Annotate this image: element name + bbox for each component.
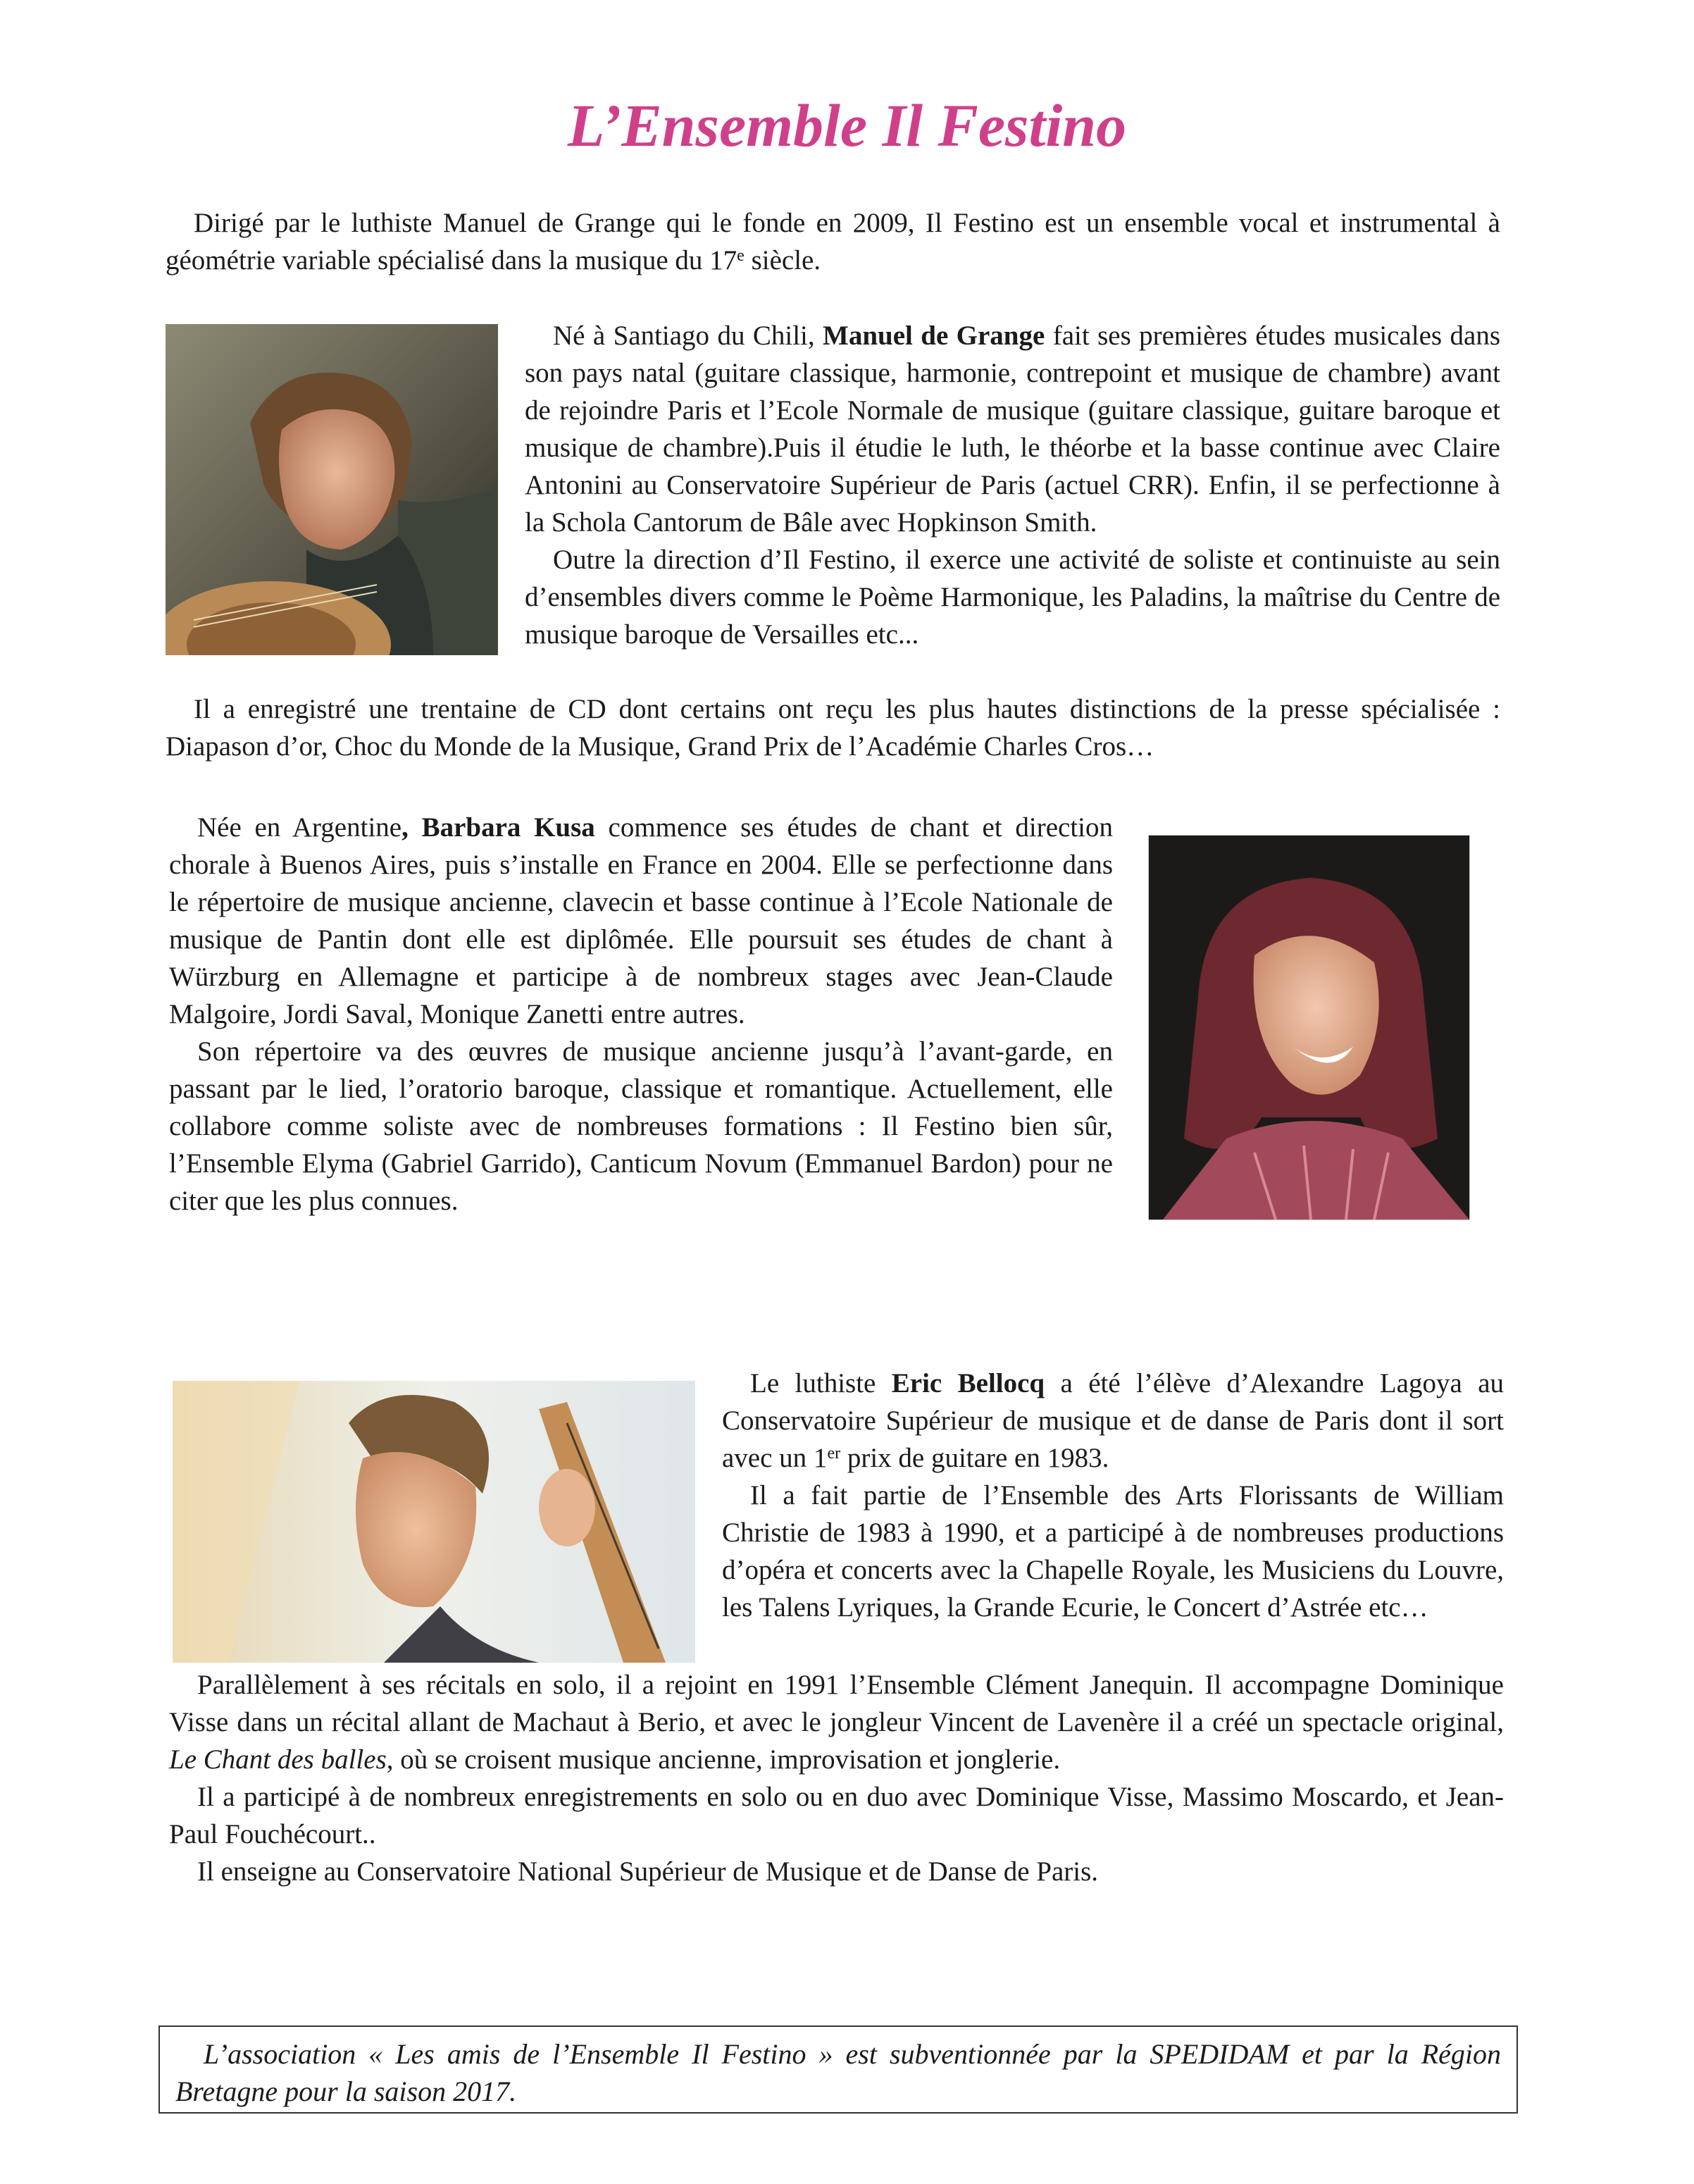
- eric-p3-pre: Parallèlement à ses récitals en solo, il a rejoint en 1991 l’Ensemble Clément Janequin. Il accompagne Dominique Visse dans un récital allant de Machaut à Berio, et avec le jongleur Vincent de Lavenère il a créé un spectacle original,: [169, 1670, 1504, 1737]
- eric-p2: Il a fait partie de l’Ensemble des Arts Florissants de William Christie de 1983 à 1990, et a participé à de nombreuses productions d’opéra et concerts avec la Chapelle Royale, les Musiciens du Louvre, les Talens Lyriques, la Grande Ecurie, le Concert d’Astrée etc…: [722, 1480, 1504, 1623]
- eric-paragraph-3: [169, 1666, 1504, 1778]
- barbara-p2: Son répertoire va des œuvres de musique ancienne jusqu’à l’avant-garde, en passant par le lied, l’oratorio baroque, classique et romantique. Actuellement, elle collabore comme soliste avec de nombreuses formations : Il Festino bien sûr, l’Ensemble Elyma (Gabriel Garrido), Canticum Novum (Emmanuel Bardon) pour ne citer que les plus connues.: [169, 1036, 1113, 1216]
- eric-p4: Il a participé à de nombreux enregistrements en solo ou en duo avec Dominique Visse, Massimo Moscardo, et Jean-Paul Fouchécourt..: [169, 1782, 1504, 1849]
- eric-paragraph-2: [722, 1477, 1504, 1626]
- eric-p1-tail: prix de guitare en 1983.: [840, 1443, 1109, 1473]
- eric-p1-pre: Le luthiste: [750, 1368, 892, 1398]
- eric-paragraph-1: [722, 1365, 1504, 1477]
- intro-tail: siècle.: [744, 245, 821, 275]
- manuel-paragraph-1: [525, 317, 1500, 541]
- manuel-p2: Outre la direction d’Il Festino, il exerce une activité de soliste et continuiste au sein d’ensembles divers comme le Poème Harmonique, les Paladins, la maîtrise du Centre de musique baroque de Versailles etc...: [525, 545, 1500, 650]
- sponsor-notice-text: L’association « Les amis de l’Ensemble Il Festino » est subventionnée par la SPEDIDAM et par la Région Bretagne pour la saison 2017.: [175, 2038, 1501, 2107]
- intro-text: Dirigé par le luthiste Manuel de Grange qui le fonde en 2009, Il Festino est un ensemble vocal et instrumental à géométrie variable spécialisé dans la musique du 17: [166, 208, 1500, 275]
- eric-p3-post: , où se croisent musique ancienne, improvisation et jonglerie.: [386, 1744, 1061, 1775]
- eric-p3-italic: Le Chant des balles: [169, 1744, 387, 1775]
- barbara-kusa-photo: [1148, 835, 1470, 1220]
- intro-superscript: e: [737, 247, 745, 265]
- barbara-paragraph-1: [169, 809, 1113, 1033]
- sponsor-notice-box: [158, 2025, 1518, 2114]
- manuel-bio: [525, 317, 1500, 653]
- manuel-p1-pre: Né à Santiago du Chili,: [553, 321, 823, 351]
- eric-bellocq-photo: [173, 1381, 695, 1663]
- intro-paragraph: [166, 204, 1500, 279]
- eric-bio-bottom: [169, 1666, 1504, 1890]
- manuel-p1-post: fait ses premières études musicales dans son pays natal (guitare classique, harmonie, contrepoint et musique de chambre) avant de rejoindre Paris et l’Ecole Normale de musique (guitare classique, guitare baroque et musique de chambre).Puis il étudie le luth, le théorbe et la basse continue avec Claire Antonini au Conservatoire Supérieur de Paris (actuel CRR). Enfin, il se perfectionne à la Schola Cantorum de Bâle avec Hopkinson Smith.: [525, 321, 1500, 538]
- manuel-p3: Il a enregistré une trentaine de CD dont certains ont reçu les plus hautes distinctions de la presse spécialisée : Diapason d’or, Choc du Monde de la Musique, Grand Prix de l’Académie Charles Cros…: [166, 694, 1500, 762]
- manuel-name: Manuel de Grange: [823, 321, 1045, 351]
- eric-bio-top: [722, 1365, 1504, 1626]
- eric-p5: Il enseigne au Conservatoire National Supérieur de Musique et de Danse de Paris.: [197, 1856, 1099, 1887]
- barbara-bio: [169, 809, 1113, 1220]
- barbara-paragraph-2: [169, 1033, 1113, 1220]
- page-title: L’Ensemble Il Festino: [567, 92, 1127, 159]
- barbara-p1-pre: Née en Argentine: [197, 812, 402, 843]
- manuel-de-grange-photo: [166, 324, 498, 655]
- eric-p1-superscript: er: [827, 1444, 841, 1463]
- eric-paragraph-5: [169, 1853, 1504, 1890]
- manuel-paragraph-3: [166, 690, 1500, 765]
- barbara-p1-post: commence ses études de chant et direction chorale à Buenos Aires, puis s’installe en France en 2004. Elle se perfectionne dans le répertoire de musique ancienne, clavecin et basse continue à l’Ecole Nationale de musique de Pantin dont elle est diplômée. Elle poursuit ses études de chant à Würzburg en Allemagne et participe à de nombreux stages avec Jean-Claude Malgoire, Jordi Saval, Monique Zanetti entre autres.: [169, 812, 1114, 1029]
- manuel-paragraph-2: [525, 541, 1500, 653]
- eric-p1-post: a été l’élève d’Alexandre Lagoya au Conservatoire Supérieur de musique et de danse de Paris dont il sort avec un 1: [722, 1368, 1505, 1473]
- eric-name: Eric Bellocq: [891, 1368, 1045, 1398]
- barbara-name: , Barbara Kusa: [401, 812, 595, 843]
- eric-paragraph-4: [169, 1778, 1504, 1853]
